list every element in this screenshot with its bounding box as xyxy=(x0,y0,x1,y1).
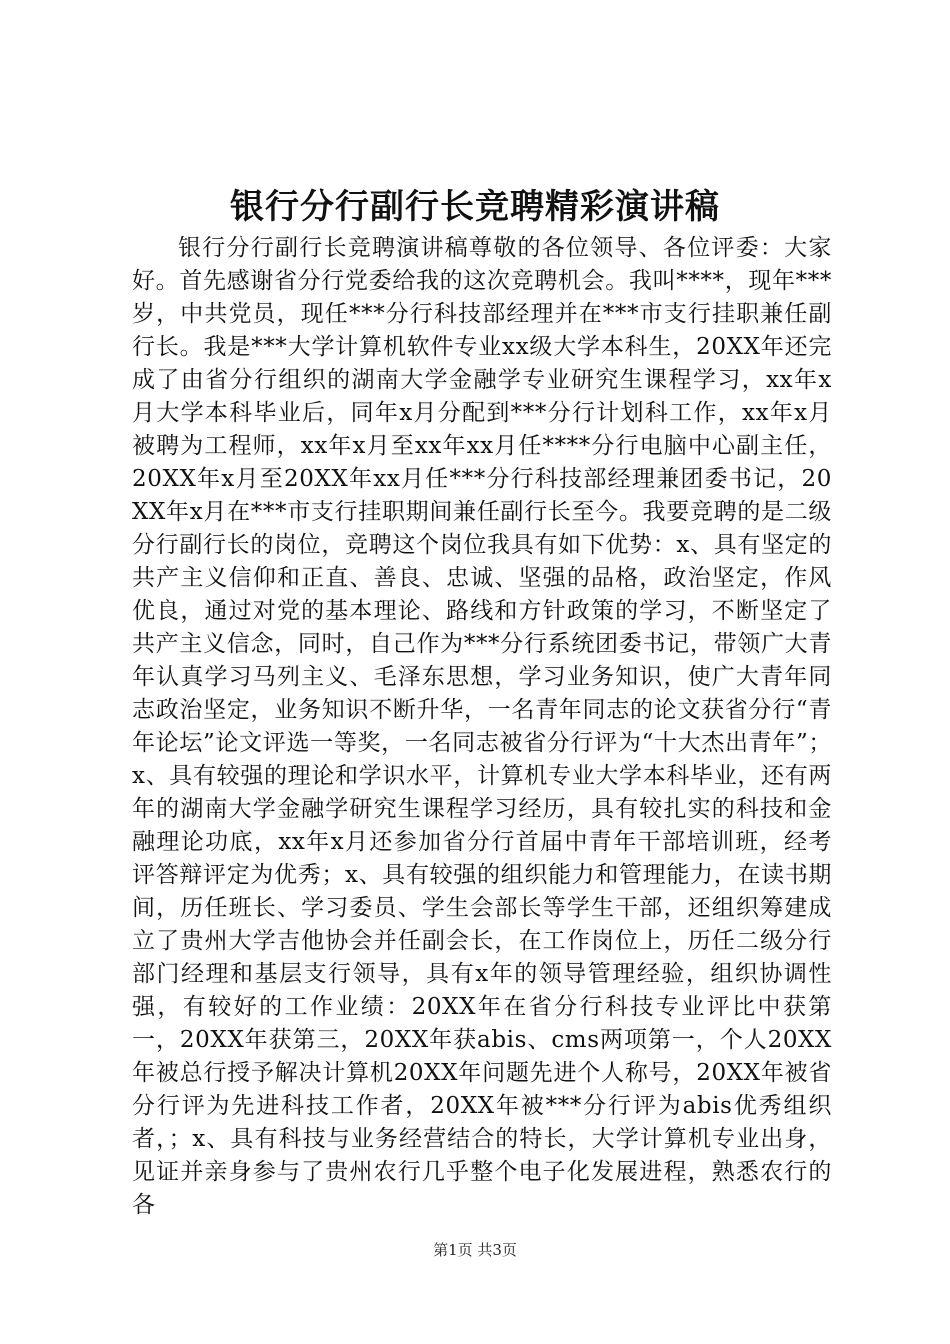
page-footer xyxy=(0,1238,950,1262)
page-number-indicator: 第1页 共3页 xyxy=(433,1241,517,1259)
document-title: 银行分行副行长竞聘精彩演讲稿 xyxy=(230,187,720,227)
document-body-paragraph: 银行分行副行长竞聘演讲稿尊敬的各位领导、各位评委：大家好。首先感谢省分行党委给我的这次竞聘机会。我叫****，现年***岁，中共党员，现任***分行科技部经理并在***市支行挂职兼任副行长。我是***大学计算机软件专业xx级大学本科生，20XX年还完成了由省分行组织的湖南大学金融学专业研究生课程学习，xx年x月大学本科毕业后，同年x月分配到***分行计划科工作，xx年x月被聘为工程师，xx年x月至xx年xx月任****分行电脑中心副主任，20XX年x月至20XX年xx月任***分行科技部经理兼团委书记，20XX年x月在***市支行挂职期间兼任副行长至今。我要竞聘的是二级分行副行长的岗位，竞聘这个岗位我具有如下优势：x、具有坚定的共产主义信仰和正直、善良、忠诚、坚强的品格，政治坚定，作风优良，通过对党的基本理论、路线和方针政策的学习，不断坚定了共产主义信念，同时，自己作为***分行系统团委书记，带领广大青年认真学习马列主义、毛泽东思想，学习业务知识，使广大青年同志政治坚定，业务知识不断升华，一名青年同志的论文获省分行“青年论坛”论文评选一等奖，一名同志被省分行评为“十大杰出青年”；x、具有较强的理论和学识水平，计算机专业大学本科毕业，还有两年的湖南大学金融学研究生课程学习经历，具有较扎实的科技和金融理论功底，xx年x月还参加省分行首届中青年干部培训班，经考评答辩评定为优秀；x、具有较强的组织能力和管理能力，在读书期间，历任班长、学习委员、学生会部长等学生干部，还组织筹建成立了贵州大学吉他协会并任副会长，在工作岗位上，历任二级分行部门经理和基层支行领导，具有x年的领导管理经验，组织协调性强，有较好的工作业绩：20XX年在省分行科技专业评比中获第一，20XX年获第三，20XX年获abis、cms两项第一，个人20XX年被总行授予解决计算机20XX年问题先进个人称号，20XX年被省分行评为先进科技工作者，20XX年被***分行评为abis优秀组织者，；x、具有科技与业务经营结合的特长，大学计算机专业出身，见证并亲身参与了贵州农行几乎整个电子化发展进程，熟悉农行的各 xyxy=(132,235,832,1218)
